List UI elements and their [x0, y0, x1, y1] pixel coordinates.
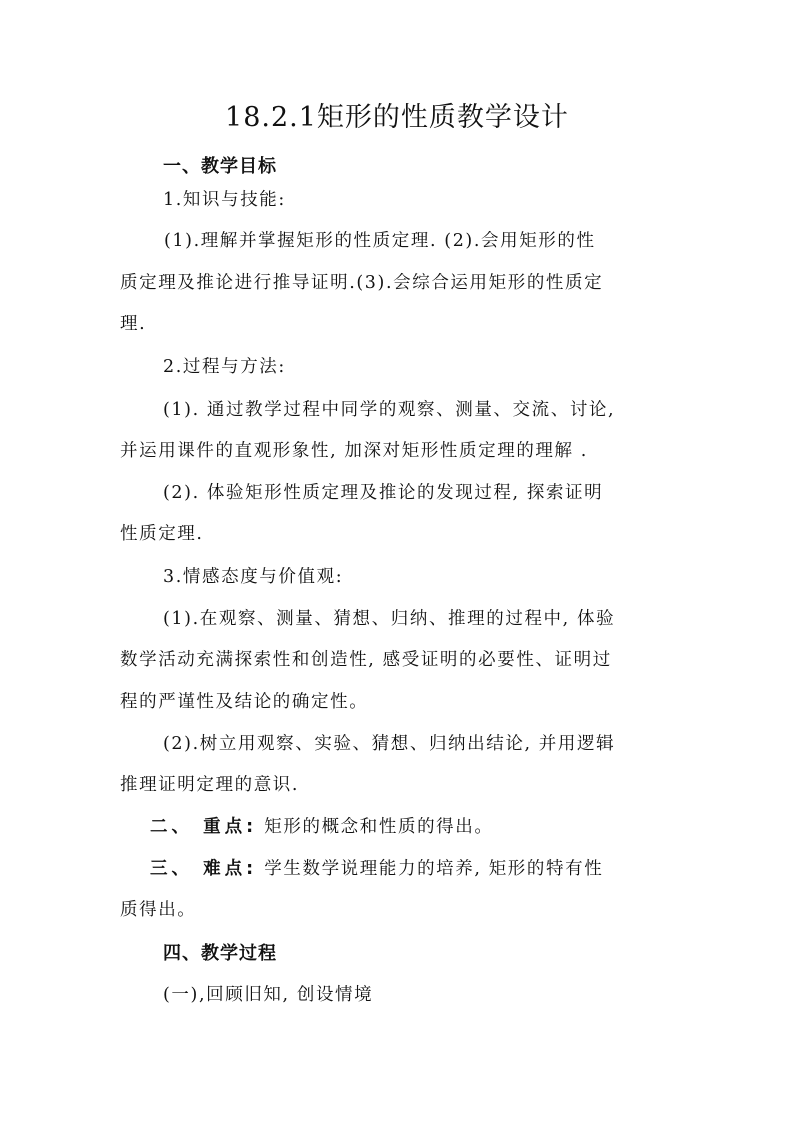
item2-title: 2.过程与方法: [163, 357, 286, 377]
section1-heading: 一、教学目标 [163, 156, 277, 177]
item3-p2-line2: 推理证明定理的意识. [120, 775, 300, 795]
item2-p2-line2: 性质定理. [120, 524, 204, 544]
item2-p1-line1: (1). 通过教学过程中同学的观察、测量、交流、讨论, [163, 400, 616, 420]
item3-p2-line1: (2).树立用观察、实验、猜想、归纳出结论, 并用逻辑 [163, 734, 616, 754]
item1-title: 1.知识与技能: [163, 190, 286, 210]
section3-label: 三、 难点: [150, 859, 258, 879]
item2-p1-line2: 并运用课件的直观形象性, 加深对矩形性质定理的理解 . [120, 441, 588, 461]
item3-p1-line2: 数学活动充满探索性和创造性, 感受证明的必要性、证明过 [120, 650, 612, 670]
section3-text-line2: 质得出。 [120, 900, 197, 920]
document-title: 18.2.1矩形的性质教学设计 [225, 102, 569, 133]
item1-body-line3: 理. [120, 314, 147, 334]
section3-text-line1: 学生数学说理能力的培养, 矩形的特有性 [264, 859, 604, 879]
section4-heading: 四、教学过程 [163, 943, 277, 964]
section2-label: 二、 重点: [150, 817, 258, 837]
section2-text: 矩形的概念和性质的得出。 [264, 817, 494, 837]
item1-body-line1: (1).理解并掌握矩形的性质定理. (2).会用矩形的性 [164, 231, 596, 251]
item2-p2-line1: (2). 体验矩形性质定理及推论的发现过程, 探索证明 [163, 483, 604, 503]
section2-key-point [150, 807, 678, 848]
section3-difficulty [150, 849, 678, 890]
item1-body-line2: 质定理及推论进行推导证明.(3).会综合运用矩形的性质定 [120, 273, 604, 293]
section4-sub1: (一),回顾旧知, 创设情境 [163, 985, 374, 1005]
item3-title: 3.情感态度与价值观: [163, 567, 344, 587]
item3-p1-line3: 程的严谨性及结论的确定性。 [120, 692, 369, 712]
item3-p1-line1: (1).在观察、测量、猜想、归纳、推理的过程中, 体验 [163, 609, 616, 629]
